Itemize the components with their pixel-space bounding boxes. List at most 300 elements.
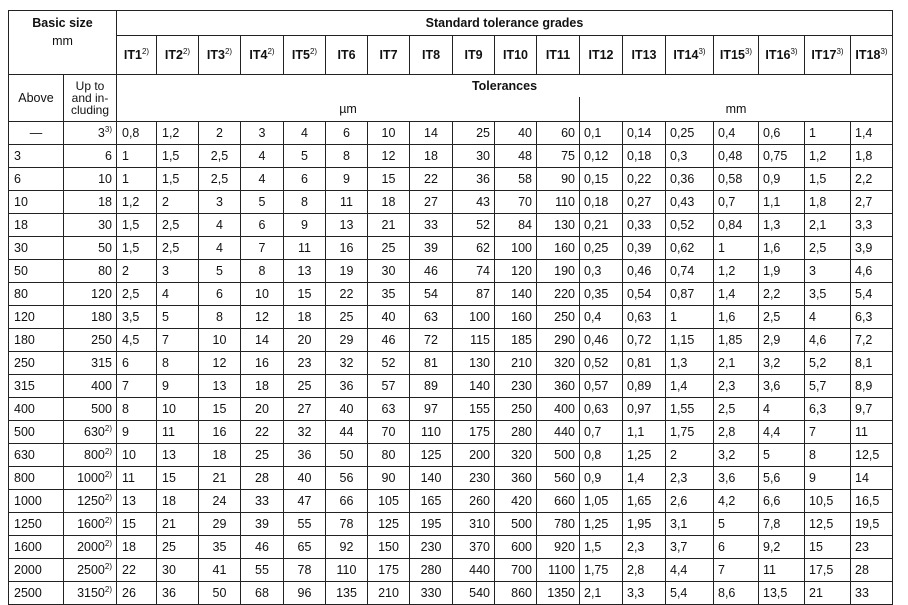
tolerance-cell-it9: 370 — [453, 536, 495, 559]
tolerance-cell-it8: 280 — [410, 559, 453, 582]
tolerance-cell-it7: 175 — [368, 559, 410, 582]
tolerance-cell-it3: 6 — [199, 283, 241, 306]
above-cell: 18 — [9, 214, 64, 237]
tolerance-cell-it15: 4,2 — [714, 490, 759, 513]
above-cell: — — [9, 122, 64, 145]
tolerance-cell-it14: 2,6 — [666, 490, 714, 513]
tolerance-cell-it10: 70 — [495, 191, 537, 214]
tolerance-cell-it15: 8,6 — [714, 582, 759, 605]
tolerance-cell-it11: 1350 — [537, 582, 580, 605]
tolerance-cell-it18: 9,7 — [851, 398, 893, 421]
tolerance-cell-it1: 11 — [117, 467, 157, 490]
grade-header-it17 — [805, 36, 851, 75]
grade-footnote: 2) — [141, 46, 150, 56]
tolerance-cell-it8: 14 — [410, 122, 453, 145]
grade-name: IT14 — [673, 48, 699, 62]
tolerance-cell-it16: 0,6 — [759, 122, 805, 145]
above-cell: 500 — [9, 421, 64, 444]
unit-micrometre-label: µm — [117, 97, 580, 122]
tolerance-cell-it17: 12,5 — [805, 513, 851, 536]
tolerance-cell-it1: 18 — [117, 536, 157, 559]
tolerance-cell-it9: 100 — [453, 306, 495, 329]
tolerance-cell-it6: 13 — [326, 214, 368, 237]
tolerance-cell-it13: 0,33 — [623, 214, 666, 237]
tolerance-cell-it18: 1,4 — [851, 122, 893, 145]
grade-name: IT4 — [249, 48, 268, 62]
tolerance-cell-it14: 0,74 — [666, 260, 714, 283]
tolerance-cell-it1: 1,5 — [117, 237, 157, 260]
grade-name: IT18 — [855, 48, 881, 62]
tolerance-cell-it13: 0,97 — [623, 398, 666, 421]
tolerance-cell-it1: 13 — [117, 490, 157, 513]
tolerance-cell-it15: 0,4 — [714, 122, 759, 145]
tolerance-cell-it2: 9 — [157, 375, 199, 398]
tolerance-cell-it15: 1,2 — [714, 260, 759, 283]
tolerance-cell-it1: 1 — [117, 145, 157, 168]
tolerance-cell-it18: 16,5 — [851, 490, 893, 513]
tolerance-cell-it14: 3,7 — [666, 536, 714, 559]
above-cell: 80 — [9, 283, 64, 306]
tolerance-cell-it6: 36 — [326, 375, 368, 398]
grade-name: IT12 — [588, 48, 614, 62]
tolerance-cell-it11: 160 — [537, 237, 580, 260]
grade-header-it11 — [537, 36, 580, 75]
up-to-value: 1000 — [77, 471, 105, 485]
tolerance-cell-it17: 5,7 — [805, 375, 851, 398]
above-cell: 630 — [9, 444, 64, 467]
tolerance-cell-it9: 62 — [453, 237, 495, 260]
tolerance-cell-it14: 4,4 — [666, 559, 714, 582]
grade-name: IT9 — [464, 48, 483, 62]
tolerance-cell-it17: 1,2 — [805, 145, 851, 168]
tolerance-cell-it8: 230 — [410, 536, 453, 559]
tolerance-cell-it17: 1,5 — [805, 168, 851, 191]
grade-name: IT11 — [545, 48, 571, 62]
tolerance-cell-it10: 210 — [495, 352, 537, 375]
tolerance-cell-it5: 65 — [284, 536, 326, 559]
tolerance-cell-it10: 700 — [495, 559, 537, 582]
tolerance-cell-it2: 15 — [157, 467, 199, 490]
grade-name: IT2 — [164, 48, 183, 62]
up-to-footnote: 2) — [104, 446, 112, 456]
grade-header-it2 — [157, 36, 199, 75]
tolerance-cell-it5: 32 — [284, 421, 326, 444]
tolerance-cell-it1: 1,2 — [117, 191, 157, 214]
above-header: Above — [9, 75, 64, 122]
grade-header-it7 — [368, 36, 410, 75]
tolerance-cell-it10: 250 — [495, 398, 537, 421]
tolerance-cell-it8: 97 — [410, 398, 453, 421]
tolerance-cell-it5: 18 — [284, 306, 326, 329]
tolerance-cell-it14: 2,3 — [666, 467, 714, 490]
tolerance-cell-it12: 1,5 — [580, 536, 623, 559]
tolerance-cell-it12: 0,57 — [580, 375, 623, 398]
tolerance-cell-it11: 60 — [537, 122, 580, 145]
up-to-footnote: 2) — [104, 538, 112, 548]
tolerance-cell-it4: 33 — [241, 490, 284, 513]
tolerance-cell-it2: 1,5 — [157, 145, 199, 168]
tolerance-cell-it14: 1,15 — [666, 329, 714, 352]
above-cell: 120 — [9, 306, 64, 329]
tolerance-cell-it11: 360 — [537, 375, 580, 398]
tolerance-cell-it2: 13 — [157, 444, 199, 467]
grade-header-row — [9, 36, 893, 75]
above-cell: 10 — [9, 191, 64, 214]
tolerance-cell-it13: 1,25 — [623, 444, 666, 467]
tolerance-cell-it15: 3,6 — [714, 467, 759, 490]
up-to-value: 18 — [98, 195, 112, 209]
tolerance-cell-it13: 2,3 — [623, 536, 666, 559]
table-row — [9, 260, 893, 283]
tolerance-cell-it2: 1,2 — [157, 122, 199, 145]
tolerance-cell-it12: 0,7 — [580, 421, 623, 444]
tolerance-cell-it15: 5 — [714, 513, 759, 536]
tolerance-cell-it17: 6,3 — [805, 398, 851, 421]
tolerance-cell-it5: 9 — [284, 214, 326, 237]
tolerance-cell-it12: 0,25 — [580, 237, 623, 260]
tolerance-cell-it15: 2,8 — [714, 421, 759, 444]
tolerance-cell-it5: 20 — [284, 329, 326, 352]
tolerance-cell-it7: 21 — [368, 214, 410, 237]
tolerance-cell-it3: 2 — [199, 122, 241, 145]
tolerance-cell-it5: 47 — [284, 490, 326, 513]
table-row — [9, 536, 893, 559]
grade-name: IT6 — [337, 48, 356, 62]
tolerance-cell-it17: 9 — [805, 467, 851, 490]
up-to-cell — [64, 352, 117, 375]
tolerance-cell-it5: 78 — [284, 559, 326, 582]
tolerances-title: Tolerances — [117, 75, 893, 98]
tolerance-cell-it2: 7 — [157, 329, 199, 352]
table-row — [9, 467, 893, 490]
up-to-value: 250 — [91, 333, 112, 347]
tolerance-cell-it2: 1,5 — [157, 168, 199, 191]
grade-header-it1 — [117, 36, 157, 75]
tolerance-cell-it12: 1,25 — [580, 513, 623, 536]
tolerance-cell-it17: 2,5 — [805, 237, 851, 260]
tolerance-cell-it14: 0,62 — [666, 237, 714, 260]
tolerance-cell-it13: 0,63 — [623, 306, 666, 329]
tolerance-cell-it11: 1100 — [537, 559, 580, 582]
tolerance-cell-it3: 15 — [199, 398, 241, 421]
tolerance-cell-it9: 52 — [453, 214, 495, 237]
tolerance-cell-it15: 2,1 — [714, 352, 759, 375]
table-row — [9, 559, 893, 582]
above-cell: 180 — [9, 329, 64, 352]
tolerance-cell-it4: 8 — [241, 260, 284, 283]
basic-size-header — [9, 11, 117, 75]
tolerance-cell-it6: 40 — [326, 398, 368, 421]
tolerance-cell-it2: 18 — [157, 490, 199, 513]
grade-name: IT5 — [291, 48, 310, 62]
tolerance-cell-it16: 1,3 — [759, 214, 805, 237]
tolerance-cell-it14: 1,55 — [666, 398, 714, 421]
tolerance-cell-it15: 2,3 — [714, 375, 759, 398]
tolerance-cell-it10: 600 — [495, 536, 537, 559]
tolerance-cell-it14: 0,52 — [666, 214, 714, 237]
tolerance-cell-it9: 25 — [453, 122, 495, 145]
tolerance-cell-it12: 0,9 — [580, 467, 623, 490]
tolerance-cell-it1: 26 — [117, 582, 157, 605]
tolerance-cell-it10: 58 — [495, 168, 537, 191]
tolerance-cell-it6: 32 — [326, 352, 368, 375]
tolerance-cell-it5: 5 — [284, 145, 326, 168]
tolerance-cell-it13: 2,8 — [623, 559, 666, 582]
tolerance-cell-it5: 36 — [284, 444, 326, 467]
tolerance-cell-it11: 560 — [537, 467, 580, 490]
grade-name: IT15 — [719, 48, 745, 62]
tolerance-cell-it12: 0,18 — [580, 191, 623, 214]
tolerance-cell-it9: 130 — [453, 352, 495, 375]
tolerance-cell-it12: 0,35 — [580, 283, 623, 306]
tolerance-cell-it3: 21 — [199, 467, 241, 490]
up-to-cell — [64, 559, 117, 582]
tolerance-cell-it1: 1 — [117, 168, 157, 191]
tolerance-cell-it16: 1,6 — [759, 237, 805, 260]
tolerance-cell-it16: 4 — [759, 398, 805, 421]
tolerance-cell-it3: 4 — [199, 214, 241, 237]
tolerance-cell-it12: 0,21 — [580, 214, 623, 237]
tolerance-cell-it1: 9 — [117, 421, 157, 444]
tolerance-cell-it14: 1,75 — [666, 421, 714, 444]
grade-footnote: 3) — [836, 46, 844, 56]
table-row — [9, 444, 893, 467]
up-to-cell — [64, 513, 117, 536]
tolerance-cell-it8: 125 — [410, 444, 453, 467]
grade-name: IT7 — [379, 48, 398, 62]
tolerance-cell-it14: 0,36 — [666, 168, 714, 191]
up-to-value: 120 — [91, 287, 112, 301]
table-row — [9, 421, 893, 444]
tolerance-cell-it18: 3,3 — [851, 214, 893, 237]
up-to-cell — [64, 536, 117, 559]
tolerance-cell-it7: 63 — [368, 398, 410, 421]
tolerance-cell-it16: 5,6 — [759, 467, 805, 490]
tolerance-cell-it6: 9 — [326, 168, 368, 191]
tolerance-cell-it4: 16 — [241, 352, 284, 375]
up-to-cell — [64, 283, 117, 306]
tolerance-cell-it15: 1,6 — [714, 306, 759, 329]
table-row — [9, 398, 893, 421]
tolerance-cell-it18: 1,8 — [851, 145, 893, 168]
tolerance-cell-it11: 75 — [537, 145, 580, 168]
tolerance-cell-it17: 7 — [805, 421, 851, 444]
tolerance-cell-it3: 10 — [199, 329, 241, 352]
tolerance-cell-it11: 250 — [537, 306, 580, 329]
tolerance-cell-it2: 11 — [157, 421, 199, 444]
tolerance-cell-it16: 2,2 — [759, 283, 805, 306]
tolerance-cell-it9: 87 — [453, 283, 495, 306]
tolerance-cell-it11: 660 — [537, 490, 580, 513]
tolerance-cell-it16: 4,4 — [759, 421, 805, 444]
tolerance-cell-it8: 165 — [410, 490, 453, 513]
tolerance-cell-it6: 66 — [326, 490, 368, 513]
tolerance-cell-it18: 4,6 — [851, 260, 893, 283]
tolerance-cell-it6: 22 — [326, 283, 368, 306]
above-cell: 1000 — [9, 490, 64, 513]
tolerance-cell-it1: 10 — [117, 444, 157, 467]
tolerance-cell-it13: 0,22 — [623, 168, 666, 191]
tolerance-cell-it6: 135 — [326, 582, 368, 605]
grade-header-it18 — [851, 36, 893, 75]
above-cell: 6 — [9, 168, 64, 191]
grade-header-it3 — [199, 36, 241, 75]
tolerance-cell-it2: 25 — [157, 536, 199, 559]
tolerance-cell-it8: 72 — [410, 329, 453, 352]
tolerance-cell-it1: 0,8 — [117, 122, 157, 145]
tolerance-cell-it10: 40 — [495, 122, 537, 145]
up-to-value: 800 — [84, 448, 105, 462]
up-to-cell — [64, 122, 117, 145]
above-cell: 2500 — [9, 582, 64, 605]
grade-header-it4 — [241, 36, 284, 75]
up-to-value: 30 — [98, 218, 112, 232]
tolerance-cell-it7: 105 — [368, 490, 410, 513]
tolerance-cell-it10: 360 — [495, 467, 537, 490]
tolerance-cell-it5: 13 — [284, 260, 326, 283]
table-row — [9, 122, 893, 145]
tolerance-cell-it10: 84 — [495, 214, 537, 237]
tolerance-cell-it7: 70 — [368, 421, 410, 444]
tolerance-cell-it8: 22 — [410, 168, 453, 191]
up-to-footnote: 3) — [104, 124, 112, 134]
grade-name: IT1 — [123, 48, 142, 62]
tolerance-cell-it7: 52 — [368, 352, 410, 375]
tolerance-cell-it16: 2,9 — [759, 329, 805, 352]
tolerance-cell-it10: 185 — [495, 329, 537, 352]
above-cell: 1600 — [9, 536, 64, 559]
tolerance-cell-it2: 21 — [157, 513, 199, 536]
tolerance-cell-it10: 500 — [495, 513, 537, 536]
tolerance-cell-it16: 3,6 — [759, 375, 805, 398]
tolerance-cell-it16: 1,9 — [759, 260, 805, 283]
tolerance-cell-it9: 200 — [453, 444, 495, 467]
above-cell: 3 — [9, 145, 64, 168]
tolerance-cell-it13: 1,65 — [623, 490, 666, 513]
tolerance-cell-it13: 1,1 — [623, 421, 666, 444]
tolerance-cell-it18: 5,4 — [851, 283, 893, 306]
tolerance-cell-it4: 28 — [241, 467, 284, 490]
tolerance-cell-it2: 2 — [157, 191, 199, 214]
tolerance-cell-it1: 4,5 — [117, 329, 157, 352]
tolerance-cell-it13: 0,14 — [623, 122, 666, 145]
tolerance-cell-it8: 39 — [410, 237, 453, 260]
tolerance-cell-it11: 90 — [537, 168, 580, 191]
tolerance-cell-it15: 0,7 — [714, 191, 759, 214]
grade-header-it13 — [623, 36, 666, 75]
up-to-value: 1250 — [77, 494, 105, 508]
tolerance-cell-it7: 57 — [368, 375, 410, 398]
tolerance-cell-it16: 3,2 — [759, 352, 805, 375]
grade-header-it9 — [453, 36, 495, 75]
tolerance-cell-it4: 12 — [241, 306, 284, 329]
tolerance-cell-it16: 1,1 — [759, 191, 805, 214]
tolerance-cell-it1: 3,5 — [117, 306, 157, 329]
tolerance-cell-it13: 0,81 — [623, 352, 666, 375]
tolerance-cell-it17: 3,5 — [805, 283, 851, 306]
up-to-value: 180 — [91, 310, 112, 324]
tolerance-cell-it5: 40 — [284, 467, 326, 490]
tolerance-cell-it5: 11 — [284, 237, 326, 260]
up-to-footnote: 2) — [104, 515, 112, 525]
grade-header-it5 — [284, 36, 326, 75]
standard-grades-title: Standard tolerance grades — [117, 11, 893, 36]
tolerance-cell-it7: 25 — [368, 237, 410, 260]
up-to-cell — [64, 421, 117, 444]
table-row — [9, 191, 893, 214]
above-cell: 1250 — [9, 513, 64, 536]
grade-header-it10 — [495, 36, 537, 75]
tolerance-cell-it12: 2,1 — [580, 582, 623, 605]
tolerance-cell-it7: 10 — [368, 122, 410, 145]
table-row — [9, 329, 893, 352]
above-cell: 800 — [9, 467, 64, 490]
tolerance-cell-it12: 0,46 — [580, 329, 623, 352]
grade-header-it8 — [410, 36, 453, 75]
tolerance-cell-it13: 0,27 — [623, 191, 666, 214]
tolerance-cell-it2: 5 — [157, 306, 199, 329]
tolerance-cell-it3: 8 — [199, 306, 241, 329]
tolerance-cell-it10: 140 — [495, 283, 537, 306]
up-to-cell — [64, 582, 117, 605]
tolerance-cell-it1: 2,5 — [117, 283, 157, 306]
up-to-cell — [64, 306, 117, 329]
tolerance-cell-it17: 8 — [805, 444, 851, 467]
tolerance-cell-it15: 7 — [714, 559, 759, 582]
tolerance-cell-it15: 0,84 — [714, 214, 759, 237]
tolerance-cell-it11: 780 — [537, 513, 580, 536]
tolerance-cell-it12: 0,52 — [580, 352, 623, 375]
tolerance-cell-it4: 39 — [241, 513, 284, 536]
tolerance-cell-it4: 46 — [241, 536, 284, 559]
tolerance-cell-it5: 25 — [284, 375, 326, 398]
tolerance-cell-it15: 1,4 — [714, 283, 759, 306]
grade-footnote: 3) — [744, 46, 753, 56]
tolerance-cell-it14: 0,87 — [666, 283, 714, 306]
tolerance-cell-it8: 18 — [410, 145, 453, 168]
tolerance-cell-it18: 28 — [851, 559, 893, 582]
tolerance-cell-it13: 0,18 — [623, 145, 666, 168]
up-to-value: 3150 — [77, 586, 105, 600]
tolerance-cell-it9: 175 — [453, 421, 495, 444]
tolerance-cell-it7: 18 — [368, 191, 410, 214]
tolerance-cell-it18: 8,9 — [851, 375, 893, 398]
up-to-cell — [64, 145, 117, 168]
tolerance-cell-it3: 3 — [199, 191, 241, 214]
tolerance-cell-it9: 74 — [453, 260, 495, 283]
tolerance-cell-it14: 0,25 — [666, 122, 714, 145]
tolerance-cell-it3: 35 — [199, 536, 241, 559]
tolerance-cell-it9: 440 — [453, 559, 495, 582]
up-to-cell — [64, 444, 117, 467]
tolerance-cell-it18: 3,9 — [851, 237, 893, 260]
tolerance-cell-it11: 110 — [537, 191, 580, 214]
above-cell: 315 — [9, 375, 64, 398]
tolerance-cell-it9: 30 — [453, 145, 495, 168]
tolerance-cell-it16: 6,6 — [759, 490, 805, 513]
up-to-value: 315 — [91, 356, 112, 370]
tolerance-cell-it16: 7,8 — [759, 513, 805, 536]
above-cell: 2000 — [9, 559, 64, 582]
unit-millimetre-label: mm — [580, 97, 893, 122]
tolerance-cell-it10: 48 — [495, 145, 537, 168]
tolerance-cell-it7: 40 — [368, 306, 410, 329]
tolerance-cell-it7: 12 — [368, 145, 410, 168]
tolerance-cell-it10: 120 — [495, 260, 537, 283]
tolerance-cell-it14: 0,43 — [666, 191, 714, 214]
tolerance-cell-it14: 0,3 — [666, 145, 714, 168]
tolerance-cell-it7: 30 — [368, 260, 410, 283]
